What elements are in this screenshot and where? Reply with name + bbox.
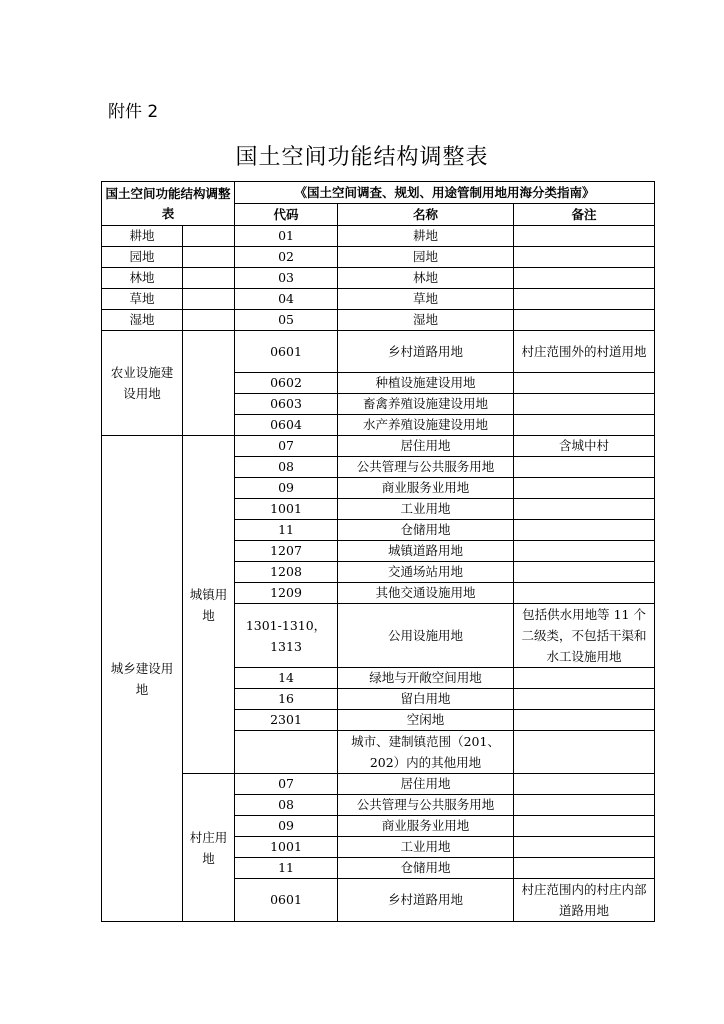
name-cell: 工业用地	[338, 499, 514, 520]
note-cell	[514, 415, 655, 436]
col1-header: 国土空间功能结构调整表	[102, 182, 235, 226]
note-cell	[514, 858, 655, 879]
code-cell: 07	[235, 774, 338, 795]
note-header: 备注	[514, 204, 655, 226]
code-cell: 11	[235, 520, 338, 541]
name-cell: 园地	[338, 247, 514, 268]
name-cell: 城镇道路用地	[338, 541, 514, 562]
name-cell: 公共管理与公共服务用地	[338, 457, 514, 478]
code-cell: 11	[235, 858, 338, 879]
code-cell: 01	[235, 226, 338, 247]
code-cell: 04	[235, 289, 338, 310]
name-cell: 留白用地	[338, 689, 514, 710]
category-cell: 湿地	[102, 310, 183, 331]
code-cell: 03	[235, 268, 338, 289]
category-cell-agri: 农业设施建设用地	[102, 331, 183, 436]
code-cell: 2301	[235, 710, 338, 731]
code-cell: 1207	[235, 541, 338, 562]
category-cell: 耕地	[102, 226, 183, 247]
note-cell	[514, 689, 655, 710]
note-cell	[514, 541, 655, 562]
code-cell: 09	[235, 478, 338, 499]
note-cell	[514, 373, 655, 394]
name-cell: 城市、建制镇范围（201、202）内的其他用地	[338, 731, 514, 774]
code-cell: 08	[235, 457, 338, 478]
code-cell: 09	[235, 816, 338, 837]
name-cell: 仓储用地	[338, 520, 514, 541]
note-cell	[514, 499, 655, 520]
code-cell	[235, 731, 338, 774]
sub-cell	[183, 310, 235, 331]
table-row	[102, 331, 655, 373]
code-cell: 08	[235, 795, 338, 816]
name-cell: 耕地	[338, 226, 514, 247]
name-cell: 乡村道路用地	[338, 879, 514, 922]
name-cell: 畜禽养殖设施建设用地	[338, 394, 514, 415]
name-cell: 种植设施建设用地	[338, 373, 514, 394]
table-row	[102, 310, 655, 331]
name-header: 名称	[338, 204, 514, 226]
code-cell: 0601	[235, 879, 338, 922]
code-cell: 1208	[235, 562, 338, 583]
guide-header: 《国土空间调查、规划、用途管制用地用海分类指南》	[235, 182, 655, 204]
name-cell: 交通场站用地	[338, 562, 514, 583]
name-cell: 湿地	[338, 310, 514, 331]
code-cell: 07	[235, 436, 338, 457]
sub-cell	[183, 331, 235, 436]
name-cell: 其他交通设施用地	[338, 583, 514, 604]
note-cell	[514, 668, 655, 689]
page-title: 国土空间功能结构调整表	[235, 145, 489, 170]
table-row	[102, 436, 655, 457]
name-cell: 绿地与开敞空间用地	[338, 668, 514, 689]
note-cell	[514, 394, 655, 415]
sub-cell-village: 村庄用地	[183, 774, 235, 922]
code-cell: 1001	[235, 499, 338, 520]
table-row	[102, 268, 655, 289]
table-row	[102, 289, 655, 310]
name-cell: 公共管理与公共服务用地	[338, 795, 514, 816]
note-cell	[514, 457, 655, 478]
note-cell	[514, 816, 655, 837]
note-cell	[514, 289, 655, 310]
code-cell: 02	[235, 247, 338, 268]
sub-cell-town: 城镇用地	[183, 436, 235, 774]
table-row	[102, 226, 655, 247]
name-cell: 居住用地	[338, 774, 514, 795]
note-cell	[514, 247, 655, 268]
name-cell: 商业服务业用地	[338, 478, 514, 499]
sub-cell	[183, 226, 235, 247]
code-cell: 0603	[235, 394, 338, 415]
note-cell	[514, 310, 655, 331]
code-cell: 1001	[235, 837, 338, 858]
name-cell: 乡村道路用地	[338, 331, 514, 373]
name-cell: 空闲地	[338, 710, 514, 731]
code-cell: 1301-1310，1313	[235, 604, 338, 668]
attachment-label: 附件 2	[108, 102, 159, 122]
note-cell	[514, 268, 655, 289]
sub-cell	[183, 247, 235, 268]
category-cell: 草地	[102, 289, 183, 310]
name-cell: 草地	[338, 289, 514, 310]
function-structure-table	[101, 181, 655, 922]
code-cell: 0602	[235, 373, 338, 394]
name-cell: 商业服务业用地	[338, 816, 514, 837]
note-cell: 村庄范围内的村庄内部道路用地	[514, 879, 655, 922]
note-cell: 包括供水用地等 11 个二级类，不包括干渠和水工设施用地	[514, 604, 655, 668]
name-cell: 水产养殖设施建设用地	[338, 415, 514, 436]
note-cell	[514, 478, 655, 499]
note-cell	[514, 774, 655, 795]
note-cell: 含城中村	[514, 436, 655, 457]
note-cell	[514, 520, 655, 541]
note-cell	[514, 837, 655, 858]
code-cell: 16	[235, 689, 338, 710]
code-cell: 1209	[235, 583, 338, 604]
code-cell: 14	[235, 668, 338, 689]
category-cell-urban-rural: 城乡建设用地	[102, 436, 183, 922]
note-cell	[514, 795, 655, 816]
name-cell: 仓储用地	[338, 858, 514, 879]
note-cell	[514, 583, 655, 604]
code-cell: 05	[235, 310, 338, 331]
note-cell	[514, 226, 655, 247]
sub-cell	[183, 289, 235, 310]
name-cell: 公用设施用地	[338, 604, 514, 668]
code-header: 代码	[235, 204, 338, 226]
category-cell: 林地	[102, 268, 183, 289]
category-cell: 园地	[102, 247, 183, 268]
note-cell	[514, 731, 655, 774]
table-row	[102, 774, 655, 795]
note-cell	[514, 562, 655, 583]
code-cell: 0604	[235, 415, 338, 436]
name-cell: 工业用地	[338, 837, 514, 858]
note-cell: 村庄范围外的村道用地	[514, 331, 655, 373]
code-cell: 0601	[235, 331, 338, 373]
name-cell: 居住用地	[338, 436, 514, 457]
sub-cell	[183, 268, 235, 289]
name-cell: 林地	[338, 268, 514, 289]
note-cell	[514, 710, 655, 731]
table-row	[102, 247, 655, 268]
